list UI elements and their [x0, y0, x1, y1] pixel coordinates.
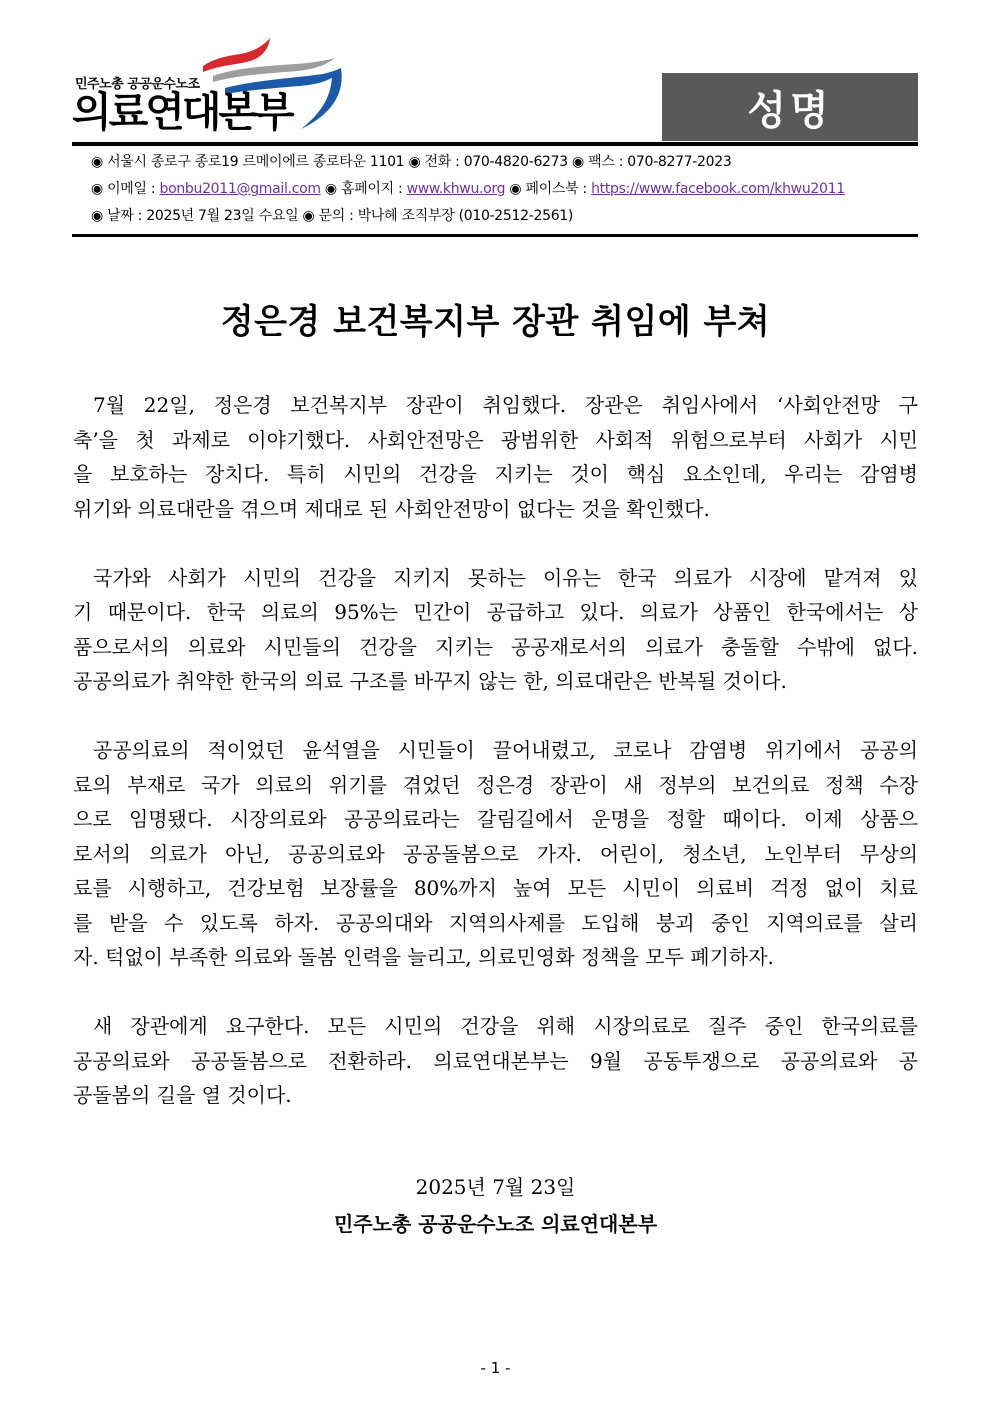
body-line: 공공의료의 적이었던 윤석열을 시민들이 끌어내렸고, 코로나 감염병 위기에서 공공의 [93, 738, 918, 762]
paragraph-1 [73, 388, 918, 526]
facebook-label: 페이스북 : [525, 181, 587, 197]
email-label: 이메일 : [107, 181, 156, 197]
paragraph-3 [73, 733, 918, 975]
doc-type-label: 성명 [747, 87, 833, 134]
body-line: 축’을 첫 과제로 이야기했다. 사회안전망은 광범위한 사회적 위험으로부터 사회가 시민 [73, 427, 918, 452]
contact-line-online [91, 176, 911, 203]
facebook-link[interactable]: https://www.facebook.com/khwu2011 [591, 181, 845, 197]
paragraph-4 [73, 1009, 918, 1113]
inquiry-label: 문의 : [318, 208, 354, 224]
body-line: 공공의료가 취약한 한국의 의료 구조를 바꾸지 않는 한, 의료대란은 반복될 것이다. [73, 669, 787, 693]
email-link[interactable]: bonbu2011@gmail.com [159, 181, 321, 197]
body-line: 료를 시행하고, 건강보험 보장률을 80%까지 높여 모든 시민이 의료비 걱정 없이 치료 [73, 876, 918, 900]
bullet-icon: ◉ [572, 154, 584, 170]
contact-line-date [91, 203, 911, 230]
header-divider-bottom [72, 234, 918, 237]
body-line: 기 때문이다. 한국 의료의 95%는 민간이 공급하고 있다. 의료가 상품인 한국에서는 상 [73, 600, 918, 624]
body-line: 품으로서의 의료와 시민들의 건강을 지키는 공공재로서의 의료가 충돌할 수밖에 없다. [73, 634, 918, 659]
bullet-icon: ◉ [408, 154, 421, 170]
header-divider-top [72, 142, 918, 146]
signature-date: 2025년 7월 23일 [415, 1175, 576, 1199]
body-line: 위기와 의료대란을 겪으며 제대로 된 사회안전망이 없다는 것을 확인했다. [73, 496, 710, 521]
bullet-icon: ◉ [91, 208, 103, 224]
body-line: 자. 턱없이 부족한 의료와 돌봄 인력을 늘리고, 의료민영화 정책을 모두 폐기하자. [73, 945, 774, 969]
body-line: 을 보호하는 장치다. 특히 시민의 건강을 지키는 것이 핵심 요소인데, 우리는 감염병 [73, 462, 918, 486]
body-line: 으로 임명됐다. 시장의료와 공공의료라는 갈림길에서 운명을 정할 때이다. 이제 상품으 [73, 807, 918, 831]
date-label: 날짜 : [107, 208, 143, 224]
contact-line-address [91, 149, 911, 176]
body-line: 새 장관에게 요구한다. 모든 시민의 건강을 위해 시장의료로 질주 중인 한국의료를 [93, 1014, 918, 1038]
phone-label: 전화 : [424, 154, 460, 170]
bullet-icon: ◉ [302, 208, 315, 224]
homepage-link[interactable]: www.khwu.org [406, 181, 506, 197]
statement-title: 정은경 보건복지부 장관 취임에 부쳐 [220, 302, 771, 342]
statement-body [73, 388, 918, 1147]
doc-type-badge [662, 73, 918, 141]
logo-org-name: 의료연대본부 [72, 88, 292, 136]
body-line: 료의 부재로 국가 의료의 위기를 겪었던 정은경 장관이 새 정부의 보건의료 정책 수장 [73, 772, 918, 797]
body-line: 공돌봄의 길을 열 것이다. [73, 1083, 292, 1107]
body-line: 국가와 사회가 시민의 건강을 지키지 못하는 이유는 한국 의료가 시장에 맡겨져 있 [93, 565, 918, 590]
fax-label: 팩스 : [588, 154, 624, 170]
body-line: 7월 22일, 정은경 보건복지부 장관이 취임했다. 장관은 취임사에서 ‘사회안전망 구 [93, 393, 918, 417]
bullet-icon: ◉ [91, 154, 103, 170]
paragraph-2 [73, 561, 918, 699]
page-number: - 1 - [480, 1359, 511, 1377]
body-line: 로서의 의료가 아닌, 공공의료와 공공돌봄으로 가자. 어린이, 청소년, 노인부터 무상의 [73, 841, 918, 866]
contact-info [91, 149, 911, 230]
fax-value: 070-8277-2023 [627, 154, 732, 170]
body-line: 를 받을 수 있도록 하자. 공공의대와 지역의사제를 도입해 붕괴 중인 지역의료를 살리 [73, 910, 918, 935]
homepage-label: 홈페이지 : [340, 181, 403, 197]
bullet-icon: ◉ [324, 181, 337, 197]
signature-organization: 민주노총 공공운수노조 의료연대본부 [333, 1212, 658, 1236]
body-line: 공공의료와 공공돌봄으로 전환하라. 의료연대본부는 9월 공동투쟁으로 공공의료와 공 [73, 1048, 918, 1073]
inquiry-value: 박나혜 조직부장 (010-2512-2561) [357, 208, 574, 224]
date-value: 2025년 7월 23일 수요일 [146, 208, 299, 224]
bullet-icon: ◉ [91, 181, 103, 197]
address-text: 서울시 종로구 종로19 르메이에르 종로타운 1101 [107, 154, 405, 170]
bullet-icon: ◉ [509, 181, 522, 197]
logo-union-name: 민주노총 공공운수노조 [75, 77, 200, 92]
phone-value: 070-4820-6273 [463, 154, 568, 170]
